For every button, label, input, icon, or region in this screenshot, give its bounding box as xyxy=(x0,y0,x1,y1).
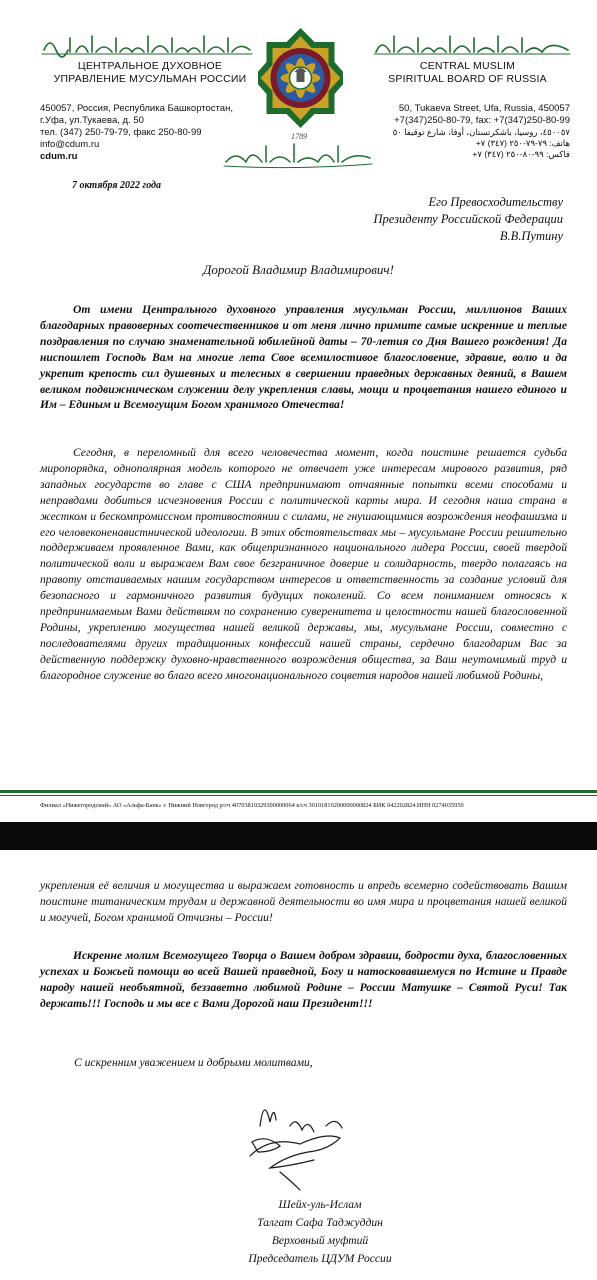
footer-divider-thin xyxy=(0,795,597,796)
address-ru-line3: тел. (347) 250-79-79, факс 250-80-99 xyxy=(40,127,202,138)
address-en-line1: 50, Tukaeva Street, Ufa, Russia, 450057 xyxy=(398,103,570,114)
recipient-line2: Президенту Российской Федерации xyxy=(373,212,563,226)
email-link[interactable]: info@cdum.ru xyxy=(40,139,100,150)
footer-divider xyxy=(0,790,597,793)
handwritten-signature xyxy=(230,1086,370,1194)
address-ar-line2: هاتف: ٧٩-٧٩-٢٥٠ (٣٤٧) ٧+ xyxy=(475,138,570,148)
recipient-line3: В.В.Путину xyxy=(499,229,563,243)
signer-organization: Председатель ЦДУМ России xyxy=(248,1252,392,1265)
emblem-seal-icon xyxy=(258,26,343,131)
address-ru-line1: 450057, Россия, Республика Башкортостан, xyxy=(40,103,233,114)
signer-position: Верховный муфтий xyxy=(271,1234,369,1247)
organization-name-ru xyxy=(40,60,260,86)
organization-name-en xyxy=(360,60,575,86)
paragraph-prayer: Искренне молим Всемогущего Творца о Вашем добром здравии, бодрости духа, благословенных успехах и Божьей помощи во всей Вашей праведной, Богу и натосковавшемуся по Истине и Правде народу нашей необъятной, беззаветно любимой Родине – России Матушке – Святой Руси! Так держать!!! Господь и мы все с Вами Дорогой наш Президент!!! xyxy=(40,949,567,1010)
org-en-line1: CENTRAL MUSLIM xyxy=(419,60,516,72)
org-ru-line1: ЦЕНТРАЛЬНОЕ ДУХОВНОЕ xyxy=(77,60,223,72)
address-ar-line1: ٤٥٠٠٥٧، روسيا، باشكرتستان، أوفا، شارع توقيفا ٥٠ xyxy=(392,127,570,137)
signer-block xyxy=(220,1196,420,1268)
bank-details: Филиал «Нижегородский» АО «Альфа-Банк» г. Нижний Новгород р/сч 40703810329300000064 к/сч 30101810200000000824 БИК 042202824 ИНН 0274035950 xyxy=(40,802,464,809)
letter-date: 7 октября 2022 года xyxy=(72,180,162,191)
recipient-block xyxy=(300,194,563,245)
letter-page-2 xyxy=(0,850,597,1280)
closing-phrase: С искренним уважением и добрыми молитвами, xyxy=(74,1056,313,1069)
page-separator xyxy=(0,822,597,850)
org-en-line2: SPIRITUAL BOARD OF RUSSIA xyxy=(388,73,547,85)
address-ru xyxy=(40,103,270,163)
signer-title: Шейх-уль-Ислам xyxy=(278,1198,362,1211)
recipient-line1: Его Превосходительству xyxy=(428,195,563,209)
address-ar-line3: فاكس: ٩٩-٨٠-٢٥٠ (٣٤٧) ٧+ xyxy=(472,149,570,159)
arabic-calligraphy-left-logo xyxy=(40,30,255,58)
org-ru-line2: УПРАВЛЕНИЕ МУСУЛЬМАН РОССИИ xyxy=(53,73,247,85)
paragraph-continuation: укрепления её величия и могущества и выражаем готовность и впредь всемерно содействовать Вашим поистине титаническим трудам и державной деятельности во имя мира и процветания нашей великой и могучей, Богом хранимой Отчизны – России! xyxy=(40,879,567,924)
founding-year: 1789 xyxy=(291,132,307,141)
paragraph-support: Сегодня, в переломный для всего человечества момент, когда поистине решается судьба миропорядка, однополярная модель которого не отвечает уже интересам мирового развития, ряд западных государств во главе с США предпринимают отчаянные попытки всеми способами и неправдами добиться исчезновения России с политической карты мира. И сегодня наша страна в жестком и бескомпромиссном противостоянии с силами, не гнушающимися возрождения неофашизма и его человеконенавистнической идеологии. В этих обстоятельствах мы – мусульмане России решительно поддерживаем проявленное Вами, как общепризнанного национального лидера России, своей твердой политической воли и выражаем Вам свое безграничное доверие и солидарность, твердо полагаясь на правоту отстаиваемых нашим государством интересов и ответственность за создание условий для безопасного и гармоничного развития будущих поколений. Со всем пониманием относясь к предпринимаемым Вами действиям по сохранению суверенитета и целостности нашей благословенной Родины, укреплению могущества нашей великой державы, мы, мусульмане России, совместно с последователями других традиционных конфессий нашей страны, сердечно благодарим Вас за действенную поддержку духовно-нравственного возрождения общества, за Ваш неутомимый труд и благородное служение во благо всего многонационального соцветия народов нашей любимой Родины, xyxy=(40,446,567,682)
address-ru-line2: г.Уфа, ул.Тукаева, д. 50 xyxy=(40,115,144,126)
address-ar xyxy=(370,127,570,160)
address-en-line2: +7(347)250-80-79, fax: +7(347)250-80-99 xyxy=(394,115,570,126)
signer-name: Талгат Сафа Таджуддин xyxy=(257,1216,383,1229)
salutation: Дорогой Владимир Владимирович! xyxy=(203,262,394,277)
address-en xyxy=(370,103,570,127)
paragraph-congratulations: От имени Центрального духовного управления мусульман России, миллионов Ваших благодарных правоверных соотечественников и от меня лично примите самые искренние и теплые поздравления по случаю знаменательной юбилейной даты – 70-летия со Дня Вашего рождения! Да ниспошлет Господь Вам на многие лета Свое всемилостивое благословение, здравие, волю и да укрепит крепость сил душевных и телесных в свершении праведных державных деяний, в Вашем великом подвижническом служении делу укрепления славы, мощи и процветания нашего единого и Им – Единым и Всемогущим Богом хранимого Отечества! xyxy=(40,303,567,412)
arabic-calligraphy-right-logo xyxy=(372,30,572,58)
website-link[interactable]: cdum.ru xyxy=(40,151,78,162)
